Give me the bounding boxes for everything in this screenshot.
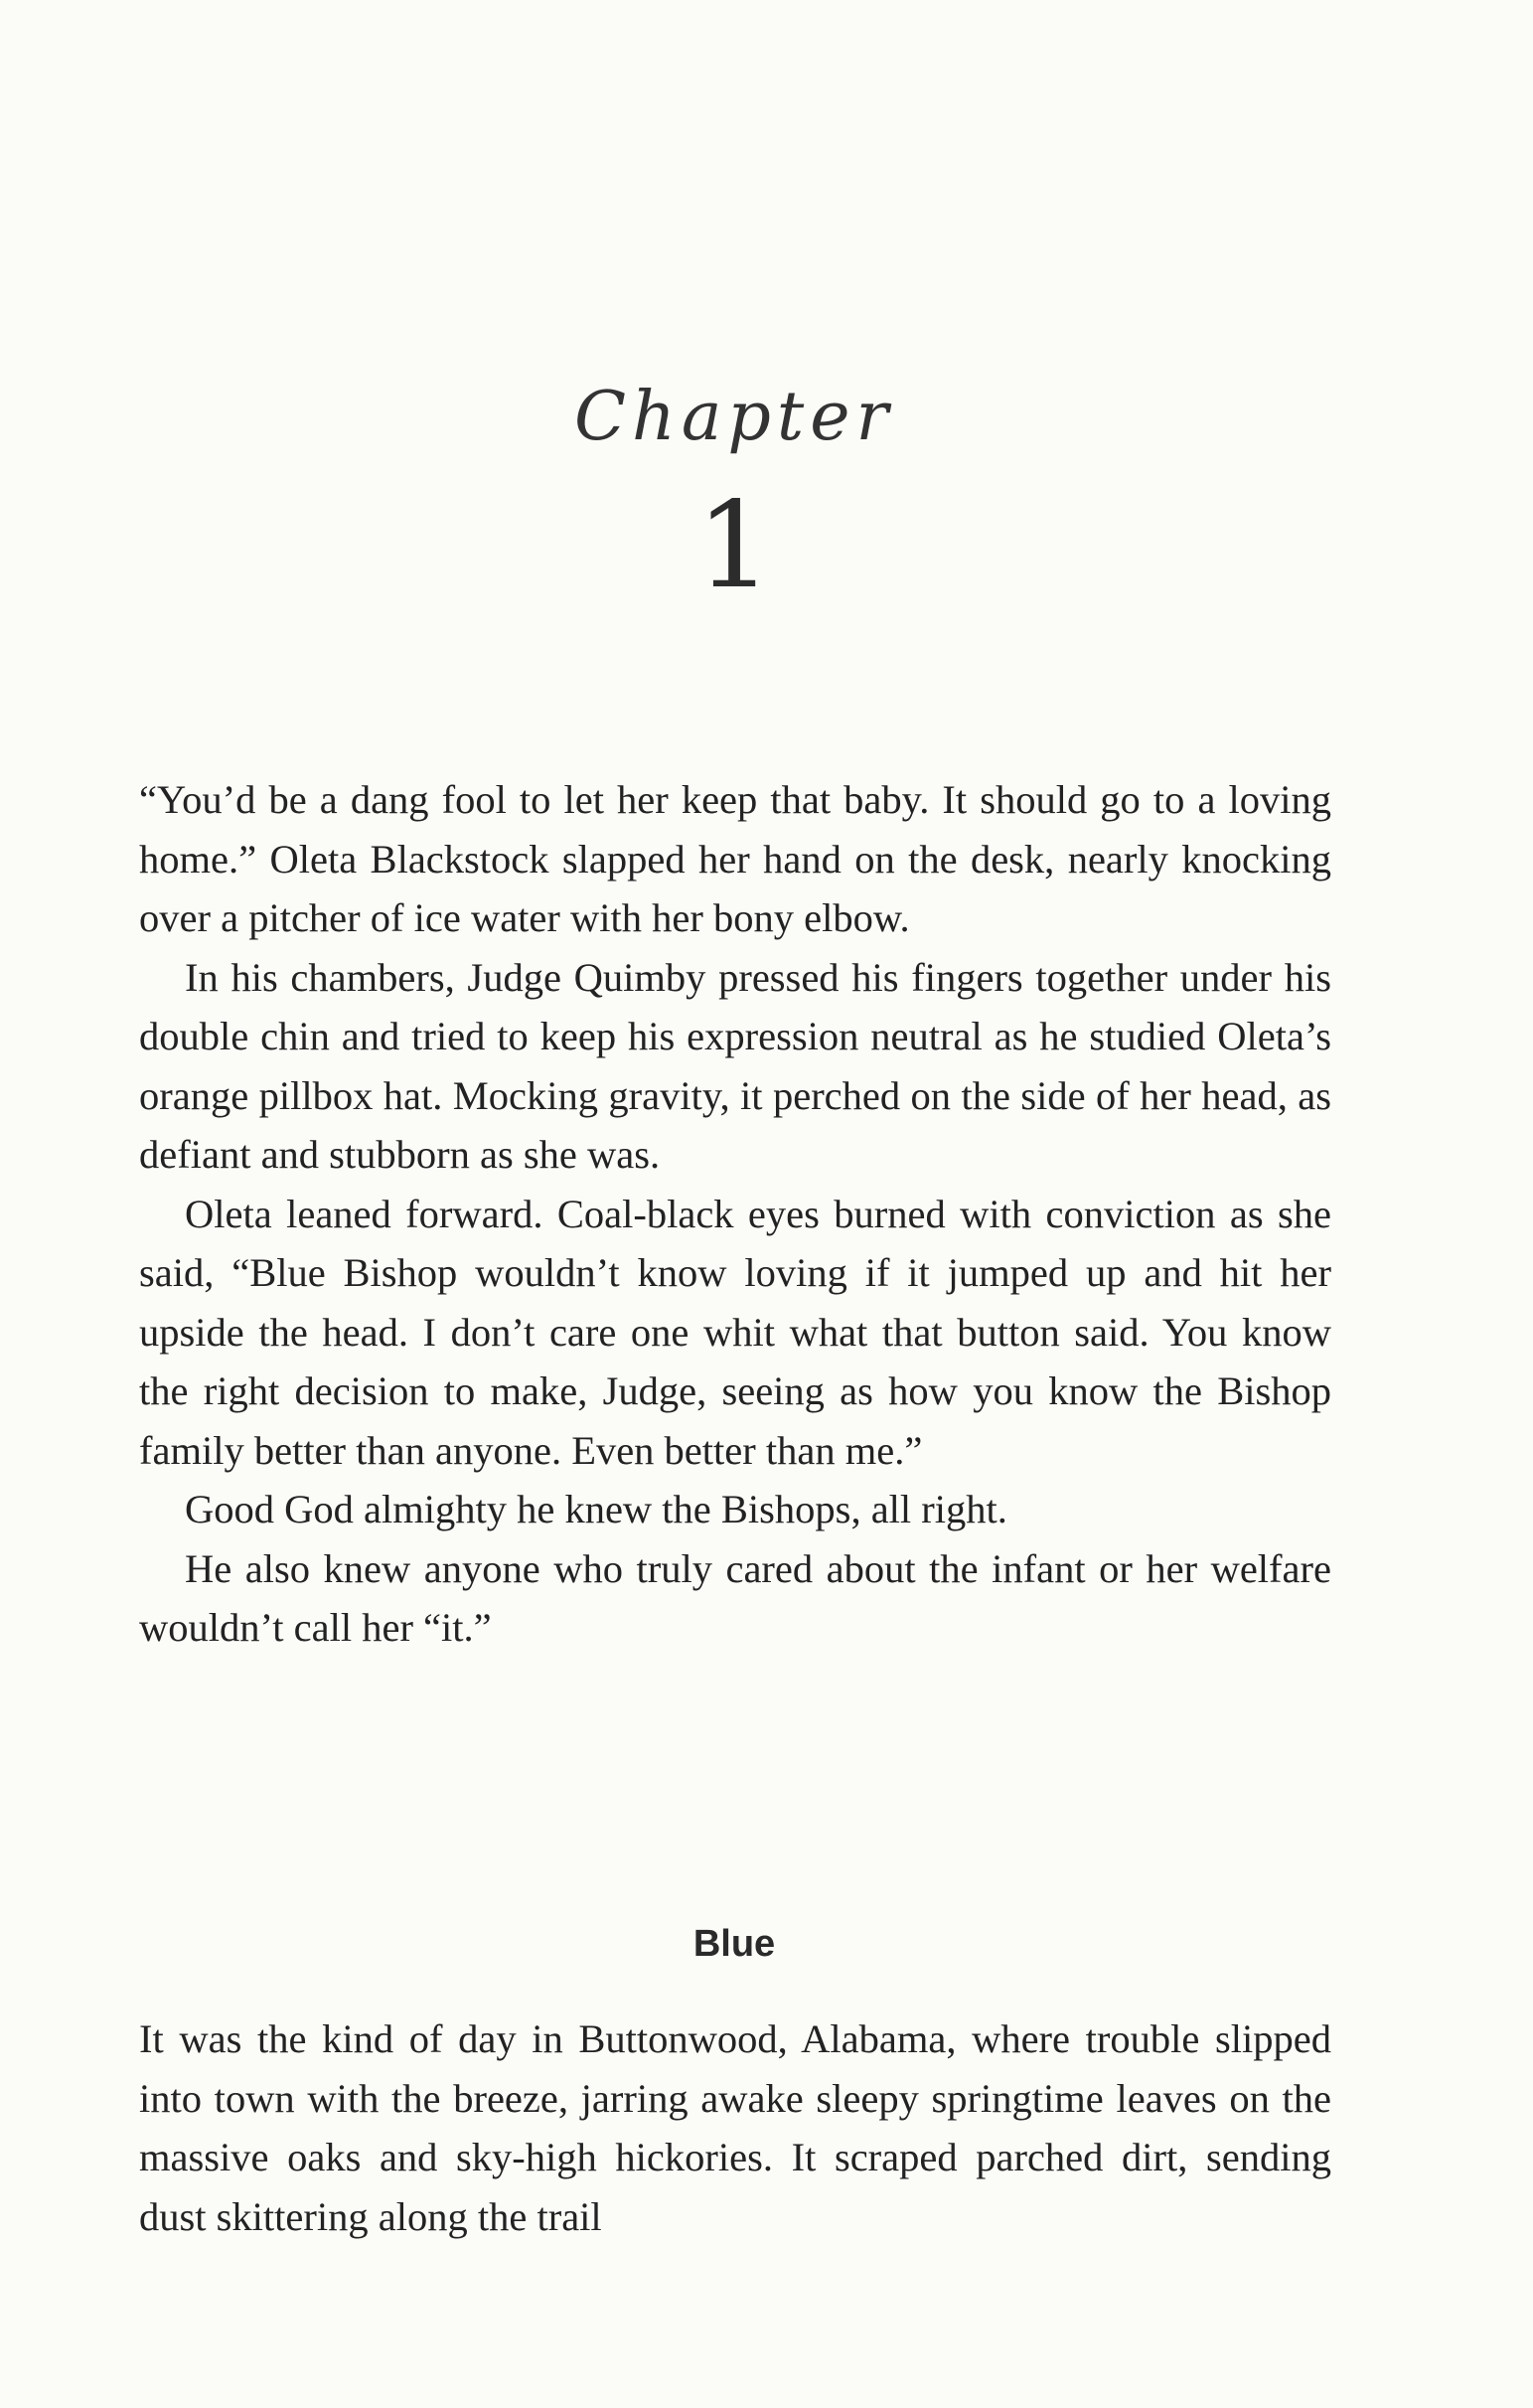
section-title: Blue <box>692 1923 776 1965</box>
section-text <box>139 2009 1331 2246</box>
paragraph: Oleta leaned forward. Coal-black eyes burned with conviction as she said, “Blue Bishop wouldn’t know loving if it jumped up and hit her upside the head. I don’t care one whit what that button said. You know the right decision to make, Judge, seeing as how you know the Bishop family better than anyone. Even better than me.” <box>139 1191 1331 1473</box>
chapter-label: Chapter <box>574 378 894 456</box>
opening-text <box>139 770 1331 1658</box>
paragraph: Good God almighty he knew the Bishops, all right. <box>185 1487 1007 1531</box>
chapter-number: 1 <box>695 477 773 615</box>
paragraph: In his chambers, Judge Quimby pressed his fingers together under his double chin and tried to keep his expression neutral as he studied Oleta’s orange pillbox hat. Mocking gravity, it perched on the side of her head, as defiant and stubborn as she was. <box>139 954 1331 1177</box>
paragraph: It was the kind of day in Buttonwood, Alabama, where trouble slipped into town with the breeze, jarring awake sleepy springtime leaves on the massive oaks and sky-high hickories. It scraped parched dirt, sending dust skittering along the trail <box>139 2016 1331 2239</box>
paragraph: “You’d be a dang fool to let her keep that baby. It should go to a loving home.” Oleta Blackstock slapped her hand on the desk, nearly knocking over a pitcher of ice water with her bony elbow. <box>139 777 1331 940</box>
paragraph: He also knew anyone who truly cared about the infant or her welfare wouldn’t call her “it.” <box>139 1545 1331 1650</box>
